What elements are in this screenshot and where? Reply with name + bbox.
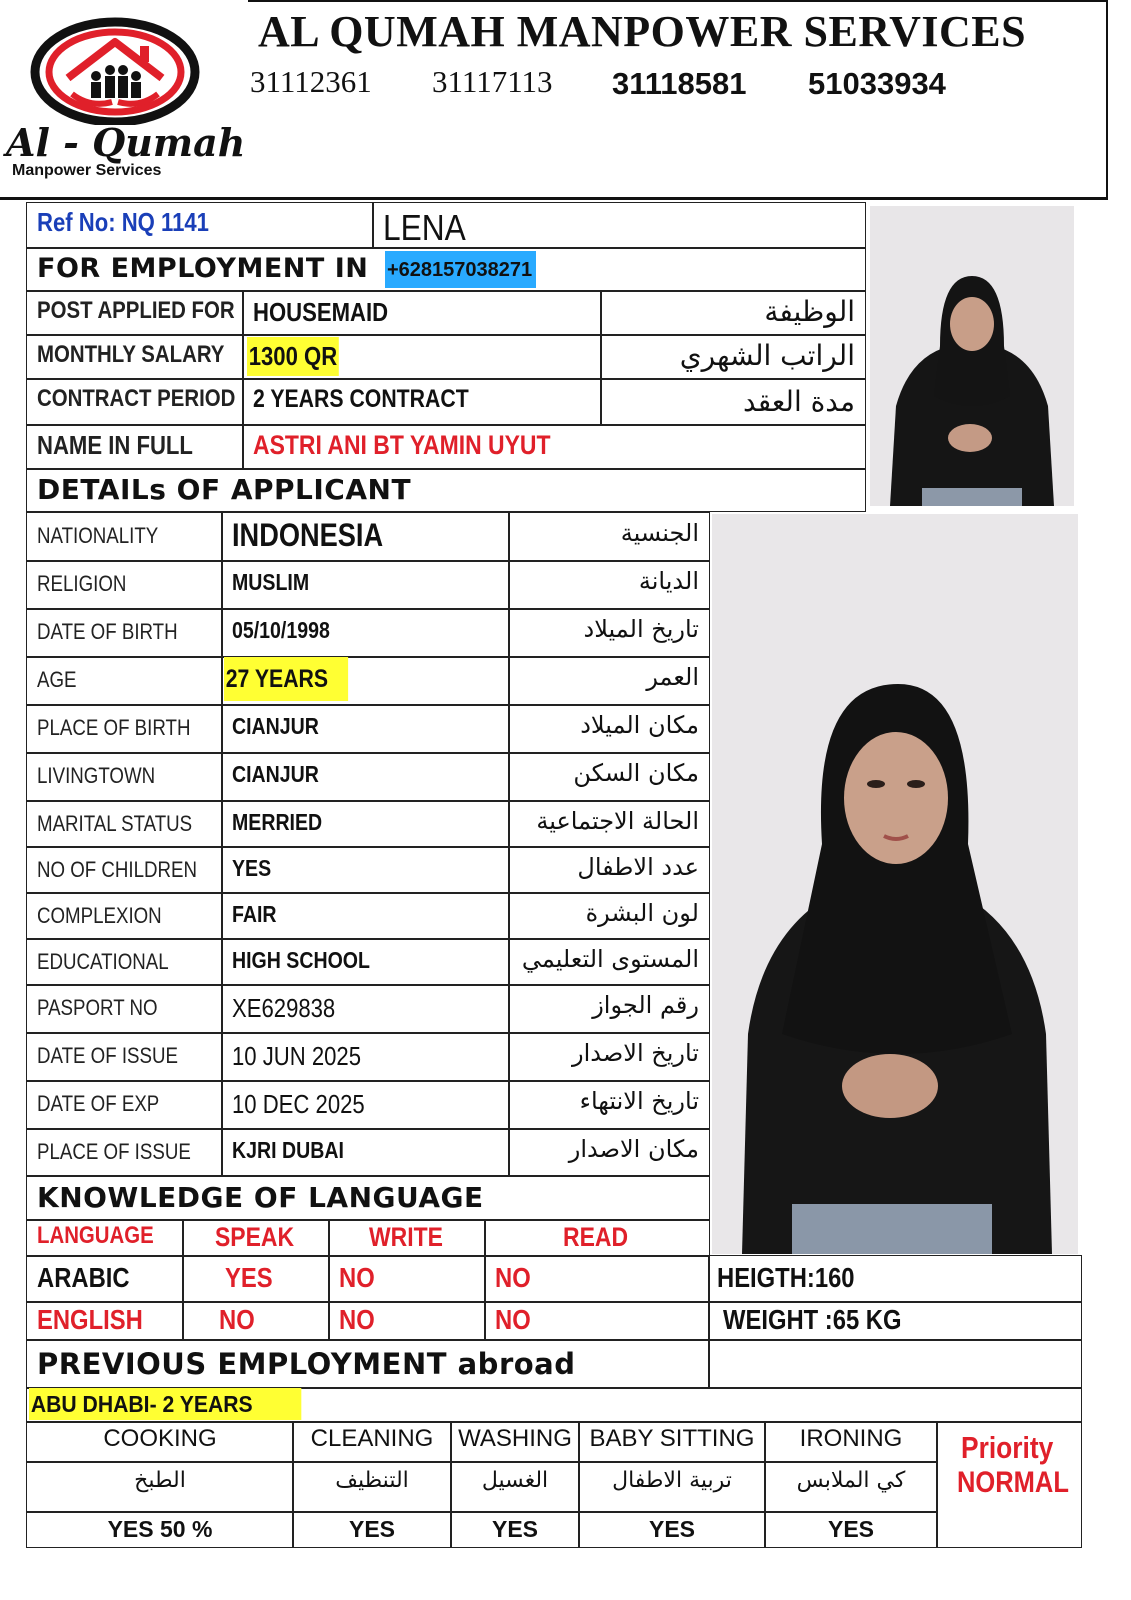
- detail-label: COMPLEXION: [37, 903, 162, 928]
- skill-arabic-cell: [26, 1461, 294, 1513]
- lang-english-read-cell: [484, 1301, 710, 1341]
- applicant-portrait-large: [712, 514, 1078, 1254]
- company-logo: [30, 10, 200, 125]
- detail-arabic: الديانة: [638, 567, 699, 595]
- lang-header-read: READ: [563, 1222, 629, 1252]
- skill-arabic-cell: [578, 1461, 766, 1513]
- logo-script-text: Al - Qumah: [6, 120, 246, 165]
- header-right-rule: [1106, 0, 1108, 198]
- skill-arabic: تربية الاطفال: [612, 1468, 732, 1493]
- lang-arabic-read: NO: [495, 1262, 531, 1293]
- employment-row: [26, 247, 866, 292]
- salary-value: 1300 QR: [247, 337, 339, 376]
- detail-label-cell: [26, 704, 223, 754]
- skill-arabic: الطبخ: [134, 1468, 186, 1493]
- salary-arabic: الراتب الشهري: [679, 339, 855, 372]
- detail-label-cell: [26, 892, 223, 940]
- skill-name: BABY SITTING: [589, 1425, 755, 1452]
- detail-value: HIGH SCHOOL: [232, 947, 370, 973]
- lang-header-language: LANGUAGE: [37, 1222, 154, 1249]
- contract-label-cell: [26, 378, 244, 426]
- detail-label-cell: [26, 846, 223, 894]
- header-top-rule: [248, 0, 1108, 2]
- full-name-value-cell: [242, 424, 866, 470]
- detail-label-cell: [26, 1080, 223, 1130]
- short-name: LENA: [383, 207, 466, 248]
- full-name-label: NAME IN FULL: [37, 430, 193, 460]
- post-arabic-cell: [600, 290, 866, 336]
- skill-arabic: الغسيل: [481, 1468, 549, 1493]
- detail-value-cell: [221, 512, 510, 562]
- height-cell: [708, 1255, 1082, 1303]
- detail-label-cell: [26, 984, 223, 1034]
- height-value: HEIGTH:160: [717, 1262, 855, 1293]
- full-name-value: ASTRI ANI BT YAMIN UYUT: [253, 430, 551, 460]
- detail-value-cell: [221, 1032, 510, 1082]
- weight-cell: [708, 1301, 1082, 1341]
- detail-label-cell: [26, 608, 223, 658]
- lang-english-speak-cell: [182, 1301, 330, 1341]
- lang-arabic: ARABIC: [37, 1262, 130, 1293]
- language-title-row: [26, 1175, 710, 1221]
- phone-2: 31117113: [432, 64, 553, 99]
- lang-english-write-cell: [328, 1301, 486, 1341]
- skill-arabic-cell: [450, 1461, 580, 1513]
- detail-value: INDONESIA: [232, 517, 384, 553]
- detail-arabic-cell: [508, 1032, 710, 1082]
- detail-value: 27 YEARS: [224, 657, 348, 701]
- lang-arabic-write-cell: [328, 1255, 486, 1303]
- skill-name: WASHING: [458, 1425, 572, 1452]
- detail-value: MUSLIM: [232, 569, 310, 595]
- skill-name-cell: [450, 1421, 580, 1463]
- skill-value-cell: [292, 1511, 452, 1548]
- priority-cell: [936, 1421, 1082, 1548]
- contract-value: 2 YEARS CONTRACT: [253, 385, 469, 413]
- detail-arabic: مكان الميلاد: [580, 711, 699, 739]
- applicant-photo-large: [712, 514, 1078, 1254]
- lang-arabic-speak-cell: [182, 1255, 330, 1303]
- details-title: DETAILs OF APPLICANT: [37, 473, 412, 506]
- detail-value-cell: [221, 1128, 510, 1177]
- detail-label-cell: [26, 560, 223, 610]
- salary-label: MONTHLY SALARY: [37, 341, 225, 368]
- ref-number: Ref No: NQ 1141: [37, 207, 209, 237]
- header-bottom-rule: [0, 197, 1108, 200]
- full-name-label-cell: [26, 424, 244, 470]
- detail-label-cell: [26, 512, 223, 562]
- employment-phone: +628157038271: [385, 251, 536, 288]
- skill-arabic-cell: [292, 1461, 452, 1513]
- weight-value: WEIGHT :65 KG: [723, 1304, 902, 1335]
- detail-arabic: مكان الاصدار: [568, 1135, 699, 1163]
- skill-value-cell: [450, 1511, 580, 1548]
- previous-blank-cell: [708, 1339, 1082, 1389]
- lang-english-read: NO: [495, 1304, 531, 1335]
- skill-value: YES: [648, 1516, 696, 1542]
- detail-value-cell: [221, 656, 510, 706]
- detail-arabic-cell: [508, 938, 710, 986]
- detail-arabic-cell: [508, 704, 710, 754]
- post-arabic: الوظيفة: [764, 295, 855, 328]
- detail-value-cell: [221, 846, 510, 894]
- detail-label: RELIGION: [37, 571, 127, 596]
- detail-value-cell: [221, 608, 510, 658]
- salary-value-cell: [242, 334, 602, 380]
- skill-arabic: التنظيف: [335, 1468, 409, 1493]
- skill-name: IRONING: [799, 1425, 903, 1452]
- detail-label-cell: [26, 938, 223, 986]
- detail-value-cell: [221, 800, 510, 848]
- detail-label: PLACE OF BIRTH: [37, 715, 191, 740]
- lang-english-write: NO: [339, 1304, 375, 1335]
- skill-name-cell: [578, 1421, 766, 1463]
- detail-arabic-cell: [508, 752, 710, 802]
- lang-english-speak: NO: [219, 1304, 255, 1335]
- detail-arabic: المستوى التعليمي: [521, 945, 699, 973]
- details-title-row: [26, 468, 866, 512]
- detail-label: PASPORT NO: [37, 995, 158, 1020]
- post-value-cell: [242, 290, 602, 336]
- detail-label: AGE: [37, 667, 77, 692]
- detail-arabic: تاريخ الاصدار: [572, 1039, 699, 1067]
- detail-label: PLACE OF ISSUE: [37, 1139, 191, 1164]
- detail-value: 10 DEC 2025: [232, 1089, 365, 1119]
- lang-english: ENGLISH: [37, 1304, 143, 1335]
- contract-arabic-cell: [600, 378, 866, 426]
- previous-value-row: [26, 1387, 1082, 1423]
- detail-value: KJRI DUBAI: [232, 1137, 344, 1163]
- post-label-cell: [26, 290, 244, 336]
- contract-label: CONTRACT PERIOD: [37, 385, 236, 412]
- skill-name: COOKING: [103, 1425, 217, 1452]
- lang-english-cell: [26, 1301, 184, 1341]
- detail-label-cell: [26, 1032, 223, 1082]
- detail-label-cell: [26, 800, 223, 848]
- skill-value-cell: [26, 1511, 294, 1548]
- detail-arabic-cell: [508, 1080, 710, 1130]
- lang-arabic-cell: [26, 1255, 184, 1303]
- detail-arabic-cell: [508, 984, 710, 1034]
- detail-label: DATE OF BIRTH: [37, 619, 178, 644]
- lang-header-speak: SPEAK: [215, 1222, 295, 1252]
- detail-arabic-cell: [508, 656, 710, 706]
- phone-4: 51033934: [808, 66, 946, 101]
- skill-value: YES: [491, 1516, 539, 1542]
- lang-h-read-cell: [484, 1219, 710, 1257]
- detail-value: 10 JUN 2025: [232, 1041, 362, 1071]
- skill-value-cell: [578, 1511, 766, 1548]
- detail-arabic: العمر: [646, 663, 699, 691]
- detail-value-cell: [221, 984, 510, 1034]
- ref-cell: [26, 202, 374, 249]
- skill-value: YES 50 %: [107, 1516, 213, 1542]
- lang-arabic-speak: YES: [225, 1262, 273, 1293]
- skill-value: YES: [348, 1516, 396, 1542]
- detail-label: LIVINGTOWN: [37, 763, 156, 788]
- detail-value: 05/10/1998: [232, 617, 330, 643]
- detail-arabic: رقم الجواز: [592, 991, 699, 1019]
- detail-label-cell: [26, 656, 223, 706]
- detail-value: MERRIED: [232, 809, 323, 835]
- skill-arabic: كي الملابس: [796, 1468, 906, 1493]
- detail-label: DATE OF EXP: [37, 1091, 160, 1116]
- detail-value: FAIR: [232, 901, 277, 927]
- lang-arabic-write: NO: [339, 1262, 375, 1293]
- detail-arabic-cell: [508, 560, 710, 610]
- lang-arabic-read-cell: [484, 1255, 710, 1303]
- detail-label-cell: [26, 1128, 223, 1177]
- detail-arabic: الحالة الاجتماعية: [536, 807, 699, 835]
- previous-title-row: [26, 1339, 710, 1389]
- skill-arabic-cell: [764, 1461, 938, 1513]
- skill-name-cell: [292, 1421, 452, 1463]
- phone-1: 31112361: [250, 64, 372, 99]
- detail-arabic: عدد الاطفال: [577, 853, 699, 881]
- short-name-cell: [372, 202, 866, 249]
- logo-subtitle: Manpower Services: [12, 162, 162, 179]
- detail-label: EDUCATIONAL: [37, 949, 169, 974]
- detail-value: CIANJUR: [232, 761, 319, 787]
- post-value: HOUSEMAID: [253, 297, 389, 327]
- detail-arabic: تاريخ الانتهاء: [579, 1087, 699, 1115]
- detail-value-cell: [221, 1080, 510, 1130]
- priority-value: NORMAL: [957, 1466, 1069, 1499]
- previous-title: PREVIOUS EMPLOYMENT abroad: [37, 1347, 576, 1381]
- detail-label: NO OF CHILDREN: [37, 857, 198, 882]
- language-title: KNOWLEDGE OF LANGUAGE: [37, 1181, 484, 1214]
- detail-value-cell: [221, 938, 510, 986]
- lang-h-language-cell: [26, 1219, 184, 1257]
- detail-arabic-cell: [508, 892, 710, 940]
- detail-arabic: مكان السكن: [573, 759, 699, 787]
- previous-value: ABU DHABI- 2 YEARS: [29, 1388, 301, 1420]
- detail-arabic-cell: [508, 846, 710, 894]
- contract-value-cell: [242, 378, 602, 426]
- salary-arabic-cell: [600, 334, 866, 380]
- detail-value-cell: [221, 892, 510, 940]
- detail-label-cell: [26, 752, 223, 802]
- company-name: AL QUMAH MANPOWER SERVICES: [258, 7, 1027, 56]
- detail-value-cell: [221, 560, 510, 610]
- lang-header-write: WRITE: [369, 1222, 443, 1252]
- detail-arabic: تاريخ الميلاد: [583, 615, 699, 643]
- salary-label-cell: [26, 334, 244, 380]
- employment-label: FOR EMPLOYMENT IN: [37, 253, 369, 284]
- priority-label: Priority: [961, 1430, 1054, 1465]
- contract-arabic: مدة العقد: [743, 385, 855, 418]
- detail-arabic: لون البشرة: [585, 899, 699, 927]
- detail-value: XE629838: [232, 993, 336, 1023]
- detail-arabic-cell: [508, 800, 710, 848]
- detail-value: YES: [232, 855, 272, 881]
- lang-h-write-cell: [328, 1219, 486, 1257]
- applicant-portrait-small: [870, 206, 1074, 506]
- phone-3: 31118581: [612, 66, 747, 101]
- skill-value-cell: [764, 1511, 938, 1548]
- detail-arabic-cell: [508, 512, 710, 562]
- detail-label: MARITAL STATUS: [37, 811, 193, 836]
- detail-arabic-cell: [508, 608, 710, 658]
- detail-label: DATE OF ISSUE: [37, 1043, 178, 1068]
- applicant-photo-small: [870, 206, 1074, 506]
- post-label: POST APPLIED FOR: [37, 297, 235, 324]
- skill-name-cell: [26, 1421, 294, 1463]
- detail-value-cell: [221, 704, 510, 754]
- skill-name-cell: [764, 1421, 938, 1463]
- detail-value: CIANJUR: [232, 713, 319, 739]
- detail-arabic: الجنسية: [620, 519, 699, 547]
- skill-name: CLEANING: [310, 1425, 434, 1452]
- skill-value: YES: [827, 1516, 875, 1542]
- detail-label: NATIONALITY: [37, 523, 159, 548]
- detail-value-cell: [221, 752, 510, 802]
- lang-h-speak-cell: [182, 1219, 330, 1257]
- detail-arabic-cell: [508, 1128, 710, 1177]
